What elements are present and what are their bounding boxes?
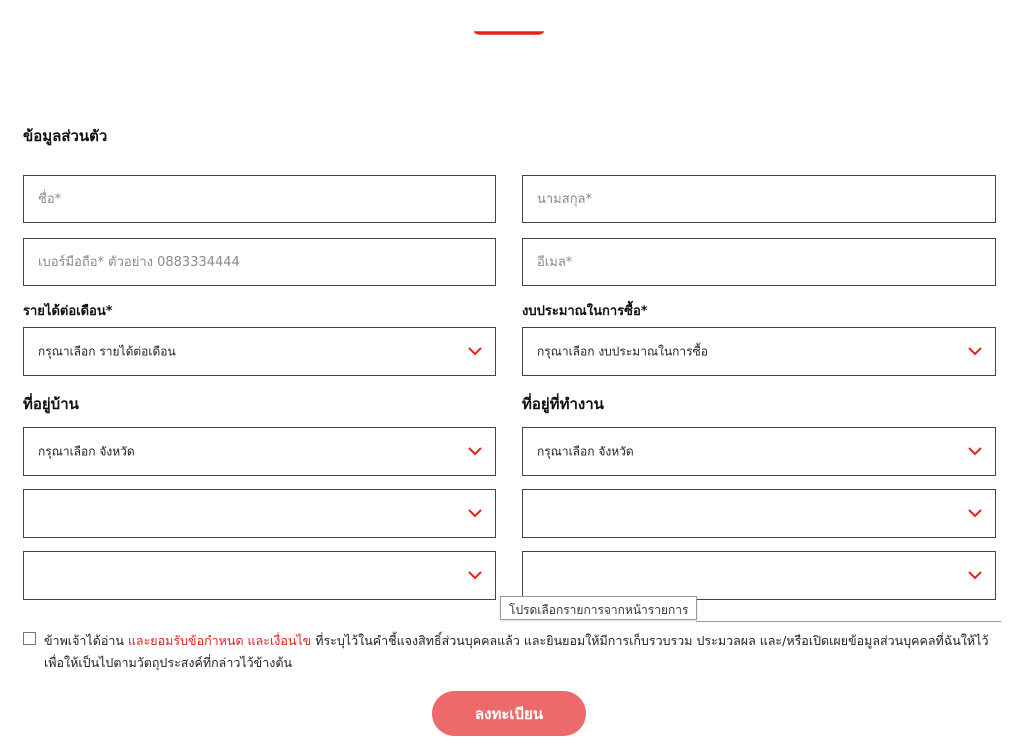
work-address-label: ที่อยู่ที่ทำงาน bbox=[522, 395, 604, 413]
income-select[interactable] bbox=[23, 327, 496, 376]
work-subdistrict-select[interactable] bbox=[522, 551, 996, 600]
chevron-down-icon bbox=[967, 346, 983, 356]
consent-checkbox[interactable] bbox=[23, 632, 36, 645]
chevron-down-icon bbox=[467, 570, 483, 580]
work-province-select[interactable] bbox=[522, 427, 996, 476]
email-field[interactable] bbox=[522, 238, 996, 286]
header-accent-bar bbox=[474, 31, 544, 35]
budget-select[interactable] bbox=[522, 327, 996, 376]
budget-select-value: กรุณาเลือก งบประมาณในการซื้อ bbox=[537, 344, 708, 358]
work-province-value: กรุณาเลือก จังหวัด bbox=[537, 444, 634, 458]
home-district-select[interactable] bbox=[23, 489, 496, 538]
divider bbox=[696, 621, 1001, 622]
chevron-down-icon bbox=[967, 570, 983, 580]
section-title: ข้อมูลส่วนตัว bbox=[23, 127, 108, 145]
budget-label: งบประมาณในการซื้อ* bbox=[522, 304, 648, 319]
home-subdistrict-select[interactable] bbox=[23, 551, 496, 600]
consent-suffix: ที่ระบุไว้ในคำชี้แจงสิทธิ์ส่วนบุคคลแล้ว และยินยอมให้มีการเก็บรวบรวม ประมวลผล และ/หรือเปิดเผยข้อมูลส่วนบุคคลที่ฉันให้ไว้เพื่อให้เป็นไปตามวัตถุประสงค์ที่กล่าวไว้ข้างต้น bbox=[44, 633, 989, 670]
income-select-value: กรุณาเลือก รายได้ต่อเดือน bbox=[38, 344, 176, 358]
chevron-down-icon bbox=[467, 446, 483, 456]
home-address-label: ที่อยู่บ้าน bbox=[23, 395, 79, 413]
chevron-down-icon bbox=[467, 346, 483, 356]
register-button[interactable]: ลงทะเบียน bbox=[432, 691, 586, 736]
terms-link[interactable]: และยอมรับข้อกำหนด และเงื่อนไข bbox=[127, 633, 312, 648]
work-district-select[interactable] bbox=[522, 489, 996, 538]
first-name-input[interactable] bbox=[24, 176, 495, 222]
last-name-field[interactable] bbox=[522, 175, 996, 223]
consent-prefix: ข้าพเจ้าได้อ่าน bbox=[44, 633, 128, 648]
validation-tooltip: โปรดเลือกรายการจากหน้ารายการ bbox=[500, 596, 697, 620]
email-input[interactable] bbox=[523, 239, 995, 285]
phone-input[interactable] bbox=[24, 239, 495, 285]
home-province-value: กรุณาเลือก จังหวัด bbox=[38, 444, 135, 458]
first-name-field[interactable] bbox=[23, 175, 496, 223]
income-label: รายได้ต่อเดือน* bbox=[23, 304, 113, 319]
chevron-down-icon bbox=[467, 508, 483, 518]
consent-text bbox=[44, 630, 1004, 674]
home-province-select[interactable] bbox=[23, 427, 496, 476]
chevron-down-icon bbox=[967, 446, 983, 456]
phone-field[interactable] bbox=[23, 238, 496, 286]
chevron-down-icon bbox=[967, 508, 983, 518]
last-name-input[interactable] bbox=[523, 176, 995, 222]
